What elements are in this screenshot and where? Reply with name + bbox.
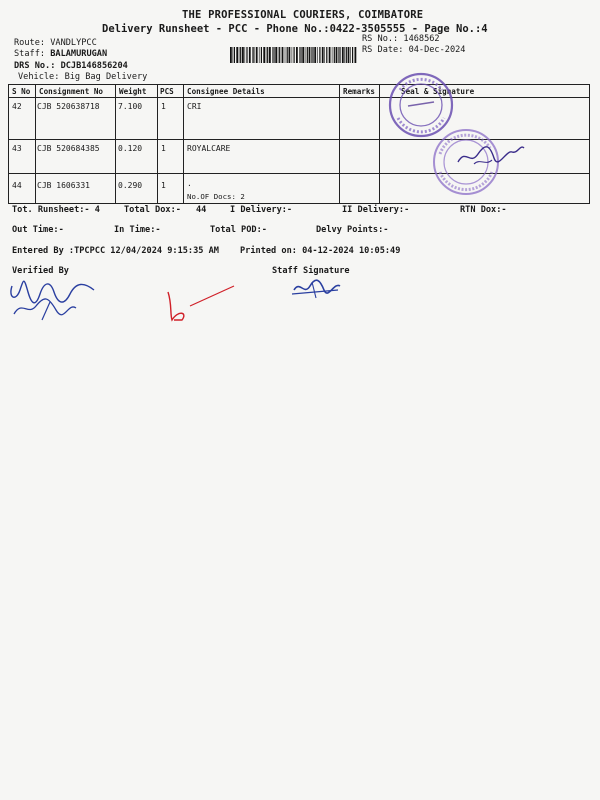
entered-by: Entered By :TPCPCC 12/04/2024 9:15:35 AM (12, 246, 219, 256)
row-44-weight: 0.290 (118, 181, 143, 190)
col-header-seal-signature: Seal & Signature (401, 87, 475, 96)
receiver-signature (456, 140, 526, 174)
col-header-pcs: PCS (160, 87, 174, 96)
out-time: Out Time:- (12, 225, 64, 235)
red-pen-mark (164, 284, 240, 328)
row-42-weight: 7.100 (118, 102, 143, 111)
row-44-pcs: 1 (161, 181, 166, 190)
col-header-sno: S No (12, 87, 31, 96)
row-42-sno: 42 (12, 102, 22, 111)
row-44-consignment: CJB 1606331 (37, 181, 90, 190)
col-header-consignee: Consignee Details (187, 87, 265, 96)
vehicle: Vehicle: Big Bag Delivery (18, 72, 148, 82)
total-runsheet: Tot. Runsheet:- 4 (12, 205, 100, 215)
rtn-dox: RTN Dox:- (460, 205, 507, 215)
col-header-weight: Weight (119, 87, 147, 96)
row-43-pcs: 1 (161, 144, 166, 153)
staff-signature (290, 276, 346, 304)
route: Route: VANDLYPCC (14, 38, 97, 48)
runsheet-title: Delivery Runsheet - PCC - Phone No.:0422-3505555 - Page No.:4 (102, 23, 488, 35)
printed-on: Printed on: 04-12-2024 10:05:49 (240, 246, 401, 256)
drs-number: DRS No.: DCJB146856204 (14, 61, 128, 71)
row-44-sno: 44 (12, 181, 22, 190)
row-43-weight: 0.120 (118, 144, 143, 153)
row-44-docs-count: No.OF Docs: 2 (187, 192, 245, 201)
rs-date: RS Date: 04-Dec-2024 (362, 45, 466, 55)
total-dox-value: 44 (196, 205, 207, 215)
staff-label: Staff: (14, 49, 46, 59)
total-dox-label: Total Dox:- (124, 205, 181, 215)
col-header-consignment: Consignment No (39, 87, 104, 96)
staff-name: BALAMURUGAN (50, 49, 108, 59)
rs-number: RS No.: 1468562 (362, 34, 440, 44)
in-time: In Time:- (114, 225, 161, 235)
col-header-remarks: Remarks (343, 87, 376, 96)
row-43-consignment: CJB 520684385 (37, 144, 100, 153)
staff-line (14, 49, 107, 59)
row-42-consignee: CRI (187, 102, 202, 111)
row-44-consignee: . (187, 179, 192, 188)
row-42-pcs: 1 (161, 102, 166, 111)
row-43-sno: 43 (12, 144, 22, 153)
delvy-points: Delvy Points:- (316, 225, 389, 235)
verifier-signature (6, 276, 102, 328)
staff-signature-label: Staff Signature (272, 266, 350, 276)
verified-by-label: Verified By (12, 266, 69, 276)
ii-delivery: II Delivery:- (342, 205, 410, 215)
barcode (230, 47, 358, 63)
i-delivery: I Delivery:- (230, 205, 293, 215)
row-42-consignment: CJB 520638718 (37, 102, 100, 111)
company-name: THE PROFESSIONAL COURIERS, COIMBATORE (182, 9, 424, 21)
total-pod: Total POD:- (210, 225, 267, 235)
row-43-consignee: ROYALCARE (187, 144, 231, 153)
